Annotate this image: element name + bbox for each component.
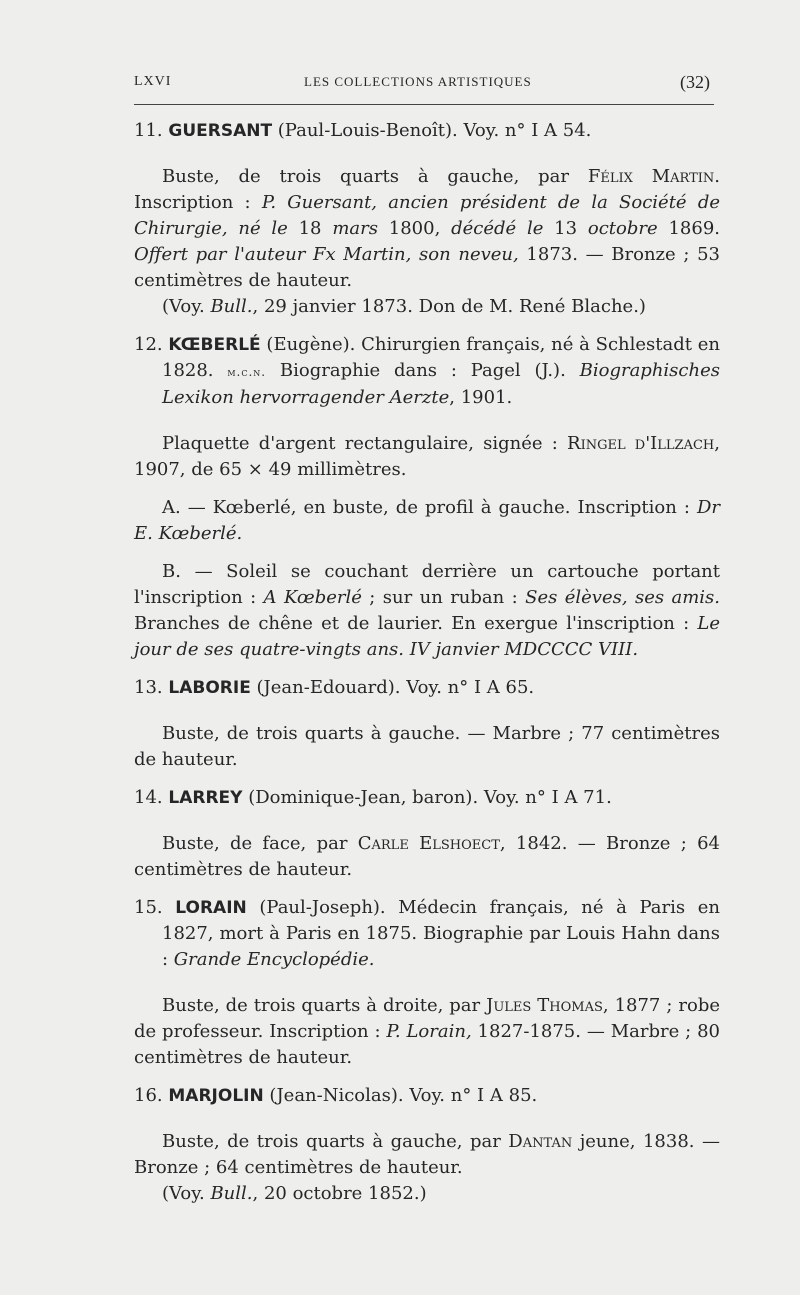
abbreviation: m.c.n. (227, 365, 267, 379)
entry-description (134, 431, 720, 483)
text-run: , 20 octobre 1852.) (252, 1183, 427, 1204)
text-run: (Jean-Edouard). Voy. n° I A 65. (250, 677, 535, 698)
journal-abbrev: Bull. (210, 296, 253, 317)
inscription-text: Ses élèves, ses amis. (525, 587, 721, 608)
running-title: LES COLLECTIONS ARTISTIQUES (304, 74, 532, 89)
inscription-text: décédé le (451, 218, 544, 239)
entry-12 (134, 332, 720, 663)
reverse-description (134, 559, 720, 663)
entry-name: LARREY (168, 788, 243, 808)
inscription-text: P. Lorain, (386, 1021, 472, 1042)
journal-abbrev: Bull. (210, 1183, 253, 1204)
text-run: Biographie dans : Pagel (J.). (266, 360, 580, 381)
text-run: , 1877 ; robe de professeur. Inscription : (134, 995, 720, 1042)
text-run: , 29 janvier 1873. Don de M. René Blache.) (252, 296, 646, 317)
text-run: , 1907, de 65 × 49 millimètres. (134, 433, 720, 480)
entry-heading (134, 895, 720, 973)
entry-reference (134, 1181, 720, 1207)
entry-heading (134, 332, 720, 411)
text-run: A. — Kœberlé, en buste, de profil à gauche. Inscription : (162, 497, 697, 518)
inscription-text: octobre (587, 218, 658, 239)
text-run: 18 (287, 218, 333, 239)
artist-name: Ringel d'Illzach (567, 433, 715, 454)
text-run: Buste, de trois quarts à droite, par (162, 995, 487, 1016)
text-run: 1827-1875. — Marbre ; 80 centimètres de hauteur. (134, 1021, 720, 1068)
entry-11 (134, 118, 720, 320)
text-run: jeune, 1838. — Bronze ; 64 centimètres de hauteur. (134, 1131, 720, 1178)
entry-number: 16. (134, 1085, 163, 1106)
artist-name: Jules Thomas (486, 995, 603, 1016)
entry-description (134, 164, 720, 294)
entry-15 (134, 895, 720, 1071)
page-number: (32) (680, 72, 710, 92)
inscription-text: mars (332, 218, 378, 239)
artist-name: Carle Elshoect (357, 833, 500, 854)
entry-number: 11. (134, 120, 163, 141)
entry-description (134, 1129, 720, 1181)
entry-description (134, 993, 720, 1071)
text-run: (Voy. (162, 1183, 211, 1204)
entry-heading (134, 785, 720, 811)
entry-name: LORAIN (175, 898, 247, 918)
entry-13 (134, 675, 720, 773)
artist-name: Félix Martin (587, 166, 715, 187)
entry-heading-rest: (Paul-Louis-Benoît). Voy. n° I A 54. (272, 120, 592, 141)
book-title: Grande Encyclopédie. (173, 949, 375, 970)
text-run: Plaquette d'argent rectangulaire, signée : (162, 433, 568, 454)
text-run: 1869. (657, 218, 720, 239)
text-run: (Paul-Joseph). Médecin français, né à Paris en 1827, mort à Paris en 1875. Biographie par Louis Hahn dans : (162, 897, 720, 970)
book-title: Biographisches Lexikon hervorragender Aerzte (162, 360, 720, 408)
running-header (134, 72, 714, 96)
text-run: (Dominique-Jean, baron). Voy. n° I A 71. (242, 787, 612, 808)
entry-number: 12. (134, 334, 163, 355)
inscription-text: A Kœberlé (263, 587, 362, 608)
text-run: (Jean-Nicolas). Voy. n° I A 85. (263, 1085, 538, 1106)
entry-14 (134, 785, 720, 883)
inscription-text: P. Guersant, ancien président de la Société de Chirurgie, né le (134, 192, 720, 239)
text-run: 13 (543, 218, 588, 239)
entry-number: 14. (134, 787, 163, 808)
text-run: 1873. — Bronze ; 53 centimètres de hauteur. (134, 244, 720, 291)
text-run: , 1901. (449, 387, 513, 408)
obverse-description (134, 495, 720, 547)
entry-name: MARJOLIN (168, 1086, 264, 1106)
entry-number: 15. (134, 897, 163, 918)
entry-description (134, 831, 720, 883)
text-run: Buste, de face, par (162, 833, 358, 854)
inscription-text: Offert par l'auteur Fx Martin, son neveu, (134, 244, 519, 265)
text-run: B. — Soleil se couchant derrière un cartouche portant l'inscription : (134, 561, 720, 608)
text-run: ; sur un ruban : (361, 587, 526, 608)
page-roman-number: LXVI (134, 74, 172, 89)
entry-description: Buste, de trois quarts à gauche. — Marbre ; 77 centimètres de hauteur. (134, 723, 720, 770)
text-run: (Voy. (162, 296, 211, 317)
inscription-text: Dr E. Kœberlé. (134, 497, 720, 544)
text-run: . Inscription : (134, 166, 720, 213)
entry-name: LABORIE (168, 678, 251, 698)
entry-name: GUERSANT (168, 121, 273, 141)
entry-reference (134, 294, 720, 320)
entry-heading (134, 675, 720, 701)
page-body (134, 118, 720, 1219)
artist-name: Dantan (508, 1131, 573, 1152)
text-run: , 1842. — Bronze ; 64 centimètres de hauteur. (134, 833, 720, 880)
text-run: Buste, de trois quarts à gauche, par (162, 166, 588, 187)
text-run: 1800, (377, 218, 452, 239)
entry-16 (134, 1083, 720, 1207)
text-run: Buste, de trois quarts à gauche, par (162, 1131, 509, 1152)
inscription-text: Le jour de ses quatre-vingts ans. IV janvier MDCCCC VIII. (134, 613, 720, 660)
text-run: Branches de chêne et de laurier. En exergue l'inscription : (134, 613, 698, 634)
entry-heading (134, 1083, 720, 1109)
entry-heading (134, 118, 720, 144)
entry-number: 13. (134, 677, 163, 698)
entry-name: KŒBERLÉ (168, 335, 261, 355)
text-run: (Eugène). Chirurgien français, né à Schlestadt en 1828. (162, 334, 720, 381)
header-rule (134, 104, 714, 105)
